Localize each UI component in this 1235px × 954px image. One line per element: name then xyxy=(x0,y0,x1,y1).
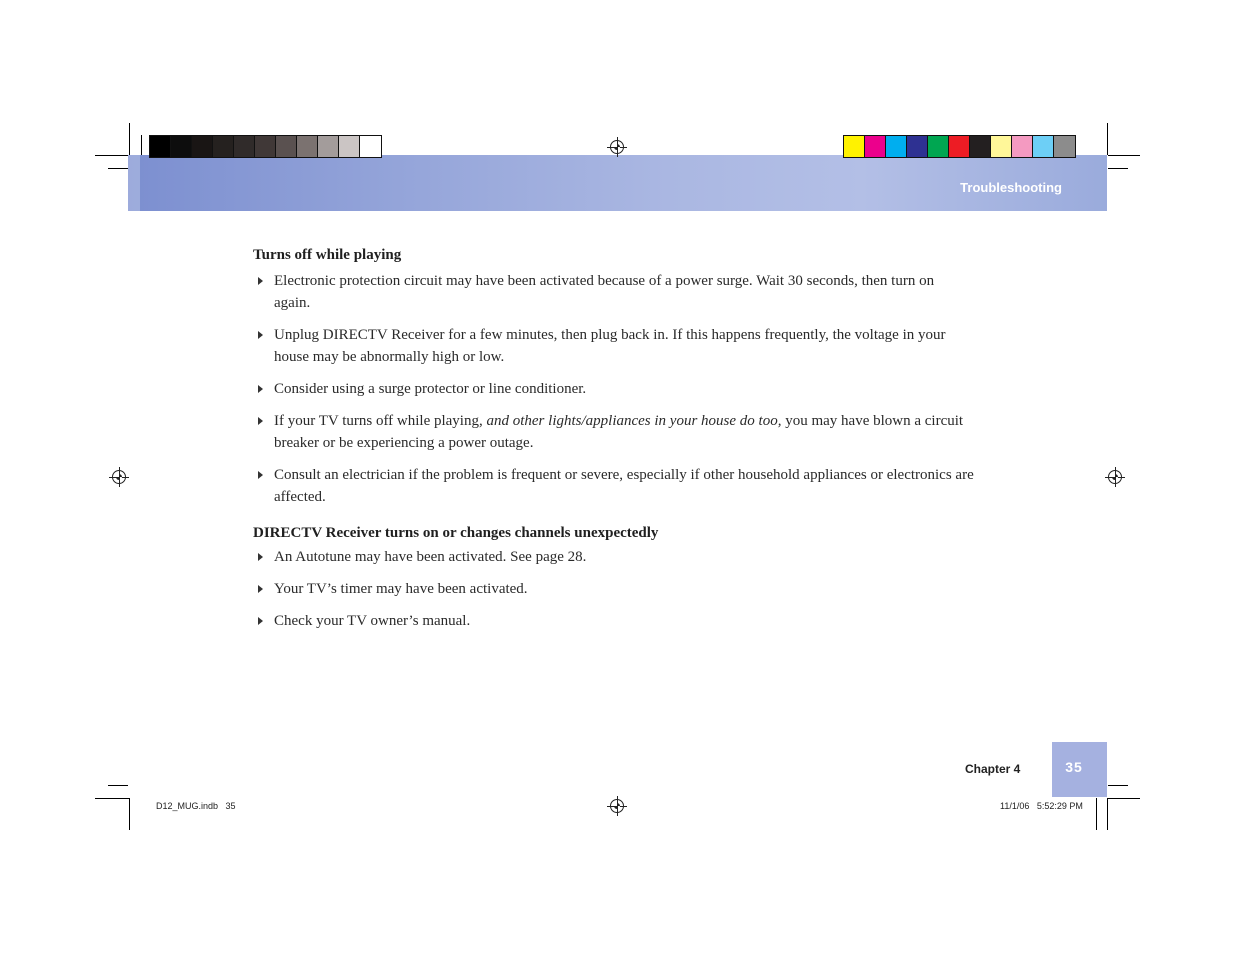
triangle-bullet-icon xyxy=(258,331,263,339)
crop-mark xyxy=(1107,798,1108,830)
crop-mark xyxy=(1107,123,1108,155)
crop-mark xyxy=(141,135,142,157)
crop-mark xyxy=(1108,168,1128,169)
gray-swatch xyxy=(171,136,192,157)
crop-mark xyxy=(95,155,129,156)
main-content xyxy=(253,247,983,632)
crop-mark xyxy=(1108,798,1140,799)
crop-mark xyxy=(108,168,128,169)
gray-swatch xyxy=(276,136,297,157)
list-item: If your TV turns off while playing, and other lights/appliances in your house do too, you may have blown a circuit breaker or be experiencing a power outage. xyxy=(253,410,983,454)
crop-mark xyxy=(1108,785,1128,786)
page-number: 35 xyxy=(1065,759,1083,775)
crop-mark xyxy=(1108,155,1140,156)
gray-swatch xyxy=(255,136,276,157)
section-title: Troubleshooting xyxy=(960,180,1062,195)
section-heading: Turns off while playing xyxy=(253,247,402,263)
list-item: An Autotune may have been activated. See page 28. xyxy=(253,546,983,568)
registration-mark-icon xyxy=(610,140,624,154)
color-swatch-bar xyxy=(843,135,1076,158)
registration-mark-icon xyxy=(610,799,624,813)
crop-mark xyxy=(1096,798,1097,830)
crop-mark xyxy=(95,798,129,799)
color-swatch xyxy=(907,136,928,157)
crop-mark xyxy=(108,785,128,786)
color-swatch xyxy=(886,136,907,157)
bullet-list xyxy=(253,546,983,632)
triangle-bullet-icon xyxy=(258,385,263,393)
gray-swatch xyxy=(213,136,234,157)
triangle-bullet-icon xyxy=(258,617,263,625)
list-item: Consider using a surge protector or line conditioner. xyxy=(253,378,983,400)
crop-mark xyxy=(129,798,130,830)
color-swatch xyxy=(1012,136,1033,157)
registration-mark-icon xyxy=(112,470,126,484)
color-swatch xyxy=(991,136,1012,157)
triangle-bullet-icon xyxy=(258,553,263,561)
color-swatch xyxy=(844,136,865,157)
gray-swatch xyxy=(360,136,381,157)
list-item: Consult an electrician if the problem is frequent or severe, especially if other household appliances or electronics are affected. xyxy=(253,464,983,508)
header-band xyxy=(128,155,1107,211)
section-heading: DIRECTV Receiver turns on or changes channels unexpectedly xyxy=(253,525,659,541)
triangle-bullet-icon xyxy=(258,417,263,425)
gray-swatch xyxy=(150,136,171,157)
color-swatch xyxy=(928,136,949,157)
page-number-box xyxy=(1052,742,1107,797)
list-item: Unplug DIRECTV Receiver for a few minutes, then plug back in. If this happens frequently, the voltage in your house may be abnormally high or low. xyxy=(253,324,983,368)
file-slug: D12_MUG.indb 35 xyxy=(156,801,236,811)
list-item: Your TV’s timer may have been activated. xyxy=(253,578,983,600)
registration-mark-icon xyxy=(1108,470,1122,484)
bullet-list xyxy=(253,270,983,508)
gray-swatch xyxy=(297,136,318,157)
color-swatch xyxy=(1054,136,1075,157)
date-slug: 11/1/06 5:52:29 PM xyxy=(1000,801,1083,811)
grayscale-swatch-bar xyxy=(149,135,382,158)
triangle-bullet-icon xyxy=(258,471,263,479)
chapter-label: Chapter 4 xyxy=(965,762,1021,776)
gray-swatch xyxy=(339,136,360,157)
color-swatch xyxy=(1033,136,1054,157)
list-item: Electronic protection circuit may have been activated because of a power surge. Wait 30 seconds, then turn on again. xyxy=(253,270,983,314)
color-swatch xyxy=(949,136,970,157)
gray-swatch xyxy=(318,136,339,157)
triangle-bullet-icon xyxy=(258,585,263,593)
gray-swatch xyxy=(234,136,255,157)
color-swatch xyxy=(970,136,991,157)
crop-mark xyxy=(129,123,130,157)
color-swatch xyxy=(865,136,886,157)
list-item: Check your TV owner’s manual. xyxy=(253,610,983,632)
gray-swatch xyxy=(192,136,213,157)
triangle-bullet-icon xyxy=(258,277,263,285)
